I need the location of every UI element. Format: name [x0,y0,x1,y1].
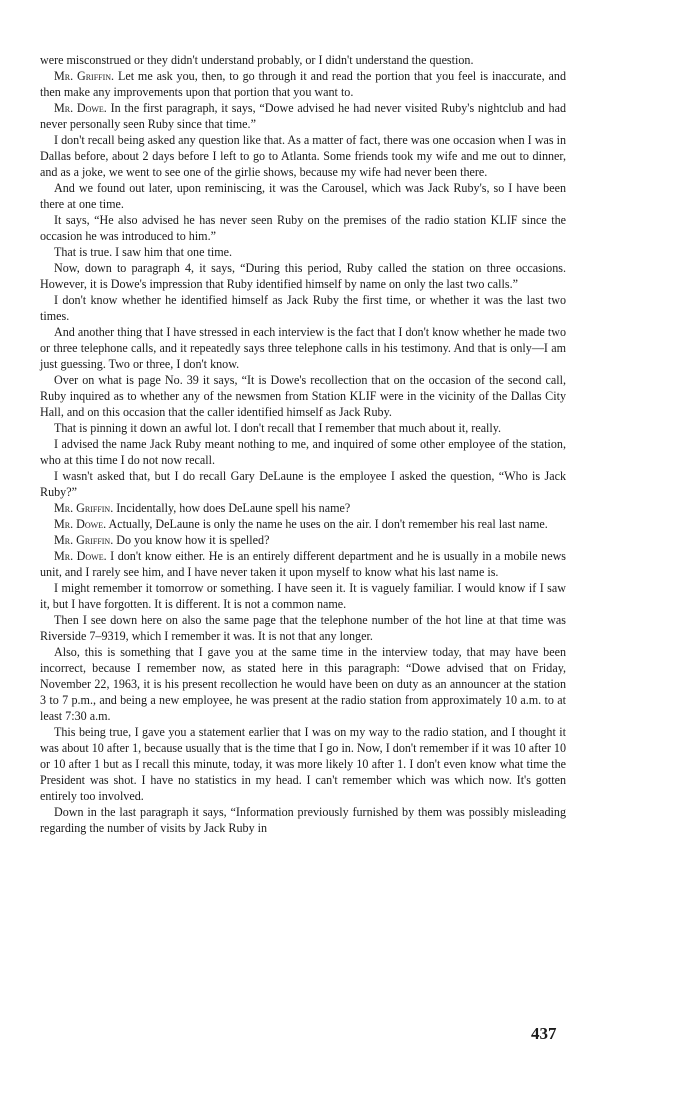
paragraph [40,468,566,500]
paragraph-text: I don't know whether he identified himself as Jack Ruby the first time, or whether it was the last two times. [40,293,566,323]
paragraph [40,212,566,244]
paragraph [40,724,566,804]
paragraph [40,580,566,612]
paragraph [40,244,566,260]
paragraph [40,68,566,100]
paragraph-text: Actually, DeLaune is only the name he uses on the air. I don't remember his real last name. [108,517,548,531]
paragraph-text: And another thing that I have stressed in each interview is the fact that I don't know whether he made two or three telephone calls, and it repeatedly says three telephone calls in his testimony. And that is only—I am just guessing. Two or three, I don't know. [40,325,566,371]
paragraph-text: That is true. I saw him that one time. [54,245,233,259]
paragraph-text: Now, down to paragraph 4, it says, “During this period, Ruby called the station on three occasions. However, it is Dowe's impression that Ruby identified himself by name on only the last two calls.” [40,261,566,291]
paragraph [40,500,566,516]
paragraph-text: I advised the name Jack Ruby meant nothing to me, and inquired of some other employee of the station, who at this time I do not now recall. [40,437,566,467]
paragraph-text: I don't know either. He is an entirely different department and he is usually in a mobile news unit, and I rarely see him, and I have never taken it upon myself to know what his last name is. [40,549,567,579]
paragraph-text: Do you know how it is spelled? [116,533,270,547]
paragraph [40,532,566,548]
paragraph [40,612,566,644]
speaker-label: Mr. Griffin. [54,69,115,83]
paragraph-text: Incidentally, how does DeLaune spell his name? [116,501,351,515]
paragraph-text: I wasn't asked that, but I do recall Gary DeLaune is the employee I asked the question, “Who is Jack Ruby?” [40,469,566,499]
paragraph [40,420,566,436]
paragraph [40,292,566,324]
paragraph [40,324,566,372]
speaker-label: Mr. Dowe. [54,101,107,115]
paragraph [40,100,566,132]
paragraph-text: In the first paragraph, it says, “Dowe advised he had never visited Ruby's nightclub and had never personally seen Ruby since that time.” [40,101,567,131]
paragraph-text: Down in the last paragraph it says, “Information previously furnished by them was possibly misleading regarding the number of visits by Jack Ruby in [40,805,566,835]
paragraph [40,516,566,532]
paragraph [40,372,566,420]
speaker-label: Mr. Dowe. [54,517,107,531]
document-body [40,52,566,836]
speaker-label: Mr. Griffin. [54,501,114,515]
paragraph-text: This being true, I gave you a statement earlier that I was on my way to the radio station, and I thought it was about 10 after 1, because usually that is the time that I go in. Now, I don't remember if it was 10 after 10 or 10 after 1 but as I recall this minute, today, it was more likely 10 after 1. I don't even know what time the President was shot. I have no statistics in my head. I can't remember which was which now. It's gotten entirely too involved. [40,725,566,803]
paragraph [40,52,566,68]
paragraph-text: It says, “He also advised he has never seen Ruby on the premises of the radio station KLIF since the occasion he was introduced to him.” [40,213,566,243]
paragraph-text: I might remember it tomorrow or something. I have seen it. It is vaguely familiar. I would know if I saw it, but I have forgotten. It is different. It is not a common name. [40,581,566,611]
speaker-label: Mr. Griffin. [54,533,114,547]
paragraph [40,804,566,836]
paragraph-text: And we found out later, upon reminiscing, it was the Carousel, which was Jack Ruby's, so I have been there at one time. [40,181,566,211]
paragraph-text: That is pinning it down an awful lot. I don't recall that I remember that much about it, really. [54,421,502,435]
paragraph [40,548,566,580]
paragraph-text: Let me ask you, then, to go through it and read the portion that you feel is inaccurate, and then make any improvements upon that portion that you want to. [40,69,566,99]
page-number: 437 [531,1024,557,1043]
paragraph [40,132,566,180]
paragraph-text: I don't recall being asked any question like that. As a matter of fact, there was one occasion when I was in Dallas before, about 2 days before I left to go to Atlanta. Some friends took my wife and me out to dinner, and as a joke, we went to see one of the girlie shows, because my wife had never been there. [40,133,566,179]
paragraph [40,180,566,212]
paragraph-text: were misconstrued or they didn't understand probably, or I didn't understand the question. [40,53,474,67]
paragraph [40,644,566,724]
paragraph-text: Then I see down here on also the same page that the telephone number of the hot line at that time was Riverside 7–9319, which I remember it was. It is not that any longer. [40,613,566,643]
paragraph-text: Also, this is something that I gave you at the same time in the interview today, that may have been incorrect, because I remember now, as stated here in this paragraph: “Dowe advised that on Friday, November 22, 1963, it is his present recollection he would have been on duty as an announcer at the station 3 to 7 p.m., and being a new employee, he was present at the radio station from approximately 10 a.m. to at least 7:30 a.m. [40,645,566,723]
paragraph-text: Over on what is page No. 39 it says, “It is Dowe's recollection that on the occasion of the second call, Ruby inquired as to whether any of the newsmen from Station KLIF were in the vicinity of the Dallas City Hall, and on this occasion that the caller identified himself as Jack Ruby. [40,373,566,419]
paragraph [40,436,566,468]
speaker-label: Mr. Dowe. [54,549,107,563]
paragraph [40,260,566,292]
